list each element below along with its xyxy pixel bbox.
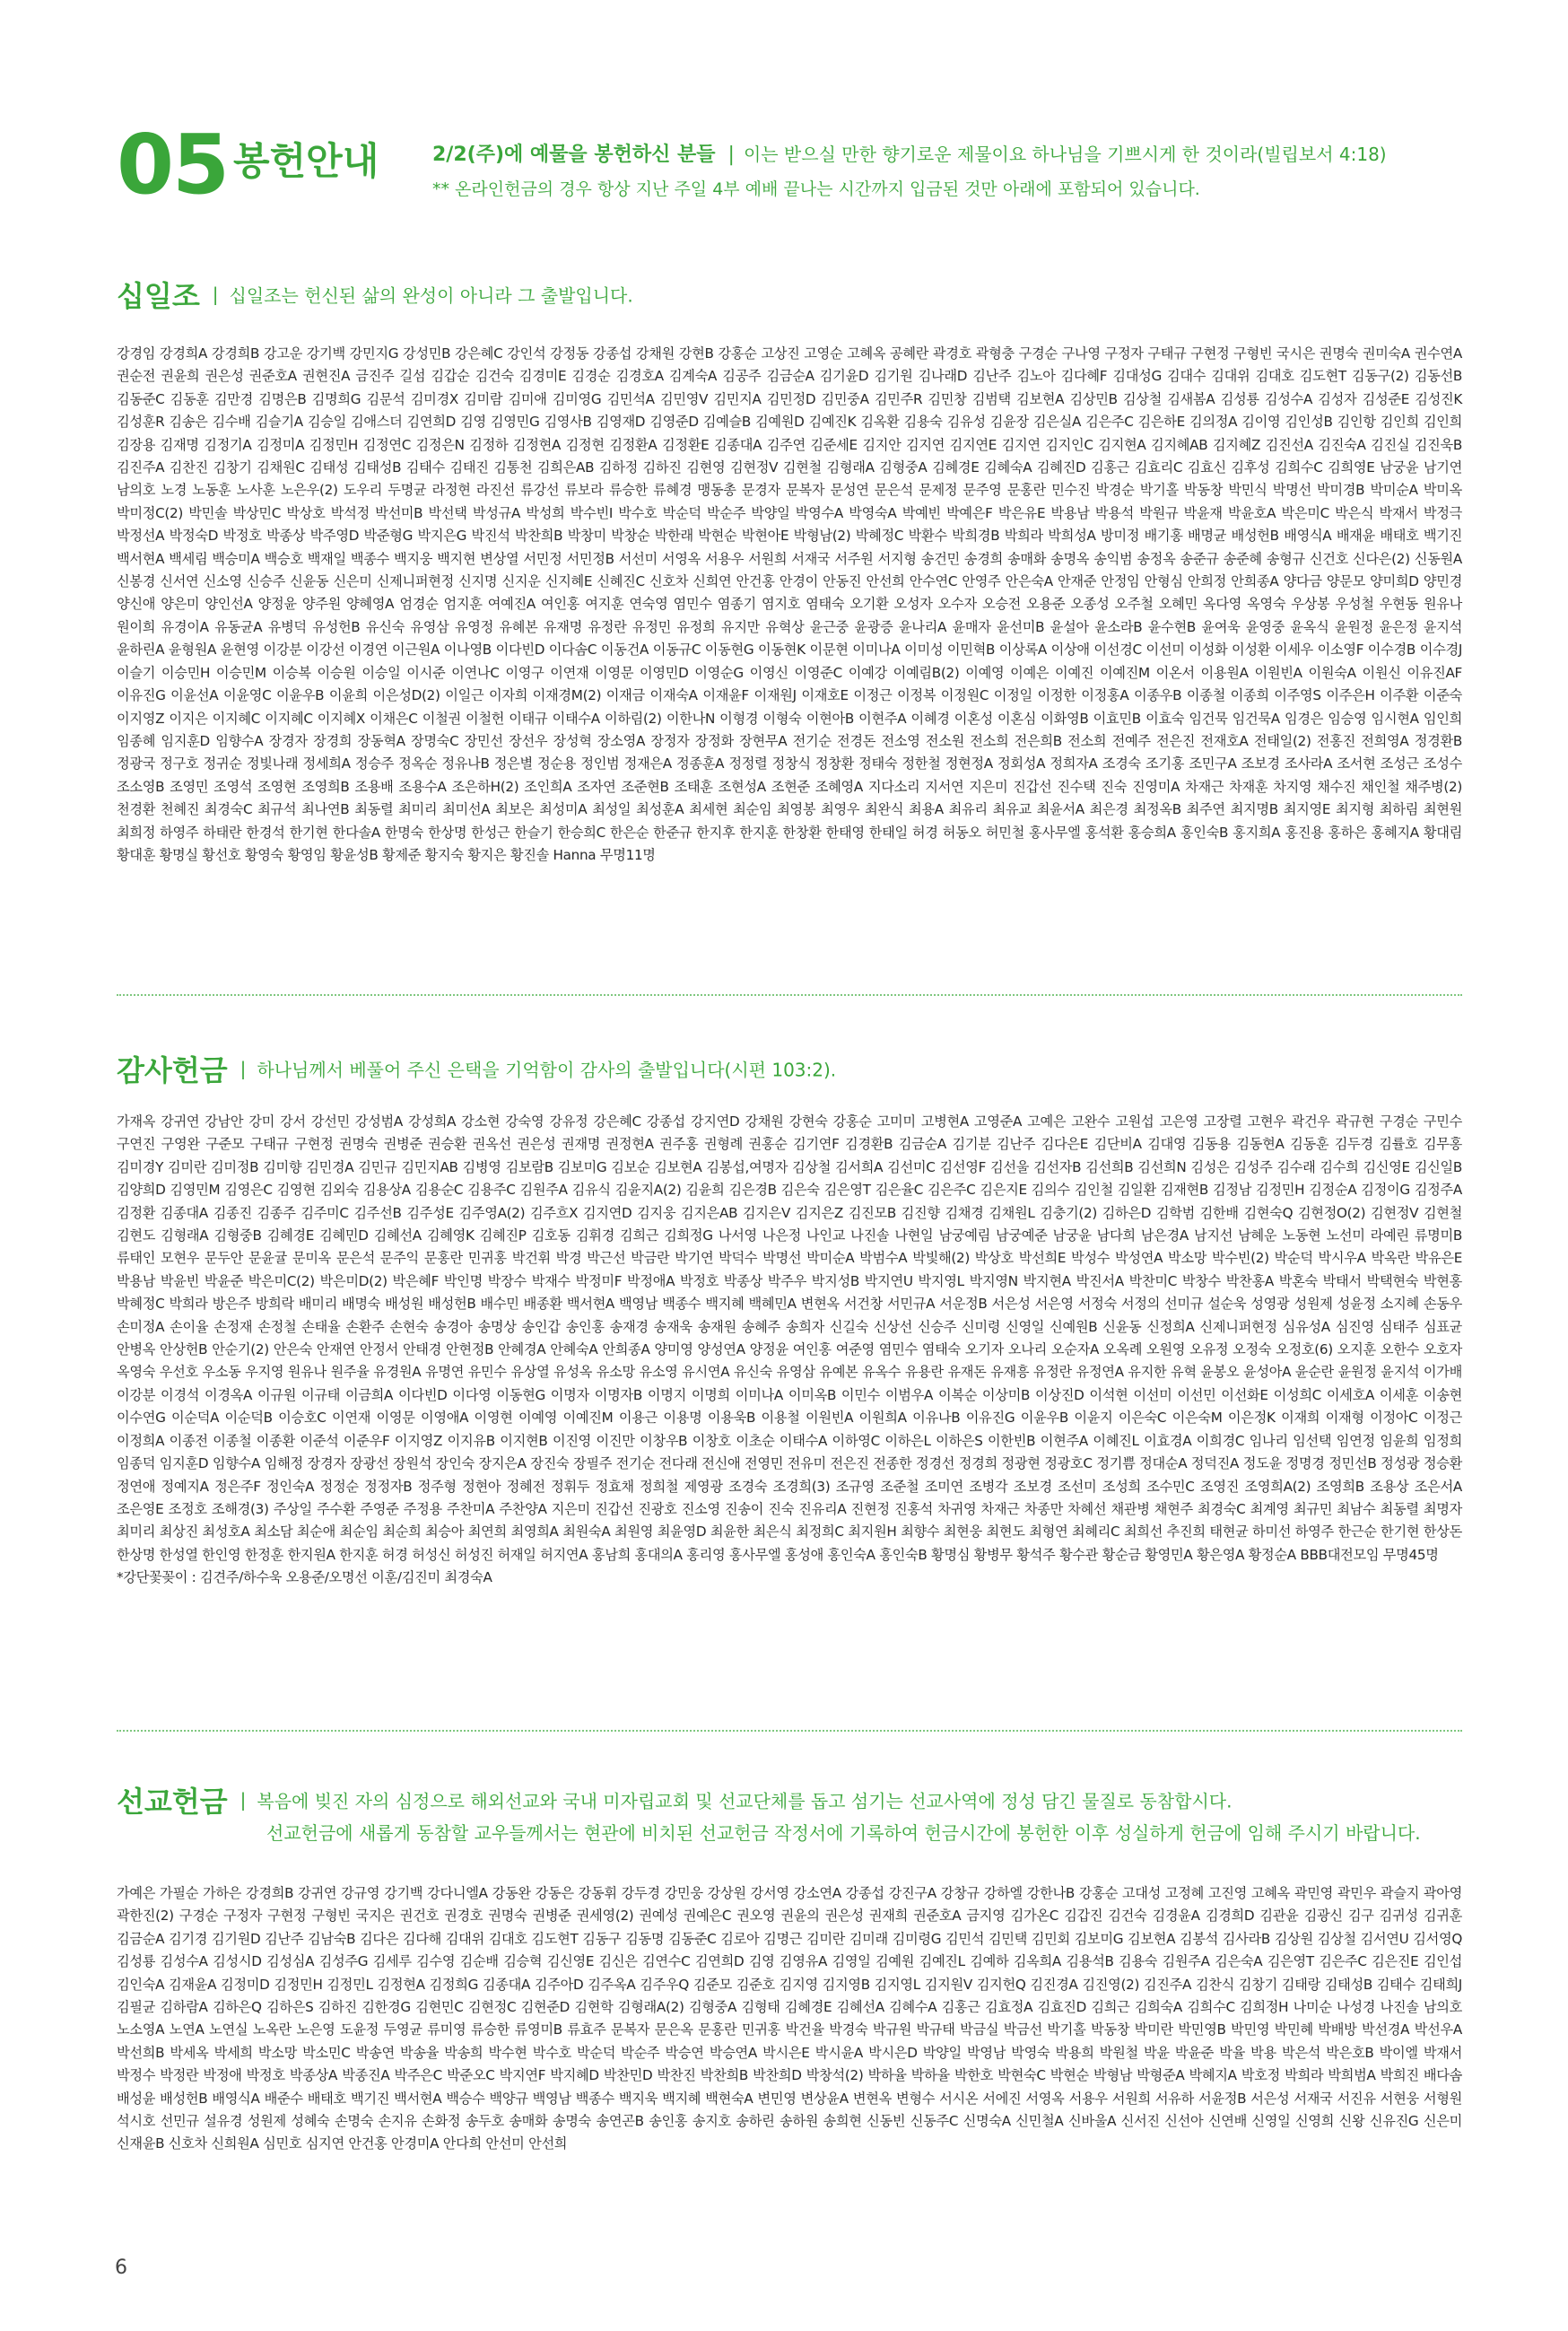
thanks-heading: [117, 1048, 836, 1089]
thanks-tagline: 하나님께서 베풀어 주신 은택을 기억함이 감사의 출발입니다(시편 103:2).: [257, 1059, 837, 1081]
scripture-verse: 이는 받으실 만한 향기로운 제물이요 하나님을 기쁘시게 한 것이라(빌립보서 4:18): [743, 144, 1387, 165]
mission-title: 선교헌금: [117, 1785, 228, 1819]
page-header: [117, 117, 1462, 231]
mission-heading: [117, 1779, 1232, 1820]
tithe-names: 강경임 강경희A 강경희B 강고운 강기백 강민지G 강성민B 강은혜C 강인석 강정동 강종섭 강채원 강현B 강홍순 고상진 고영순 고혜옥 공혜란 곽경호 곽형충 구경순 구나영 구정자 구태규 구현정 구형빈 국시은 권명숙 권미숙A 권수연A 권순전 권윤희 권은성 권준호A 권현진A 금진주 길섬 김갑순 김건숙 김경미E 김경순 김경호A 김계숙A 김공주 김금순A 김기윤D 김기원 김나래D 김난주 김노아 김다혜F 김대성G 김대수 김대위 김대호 김도현T 김동구(2) 김동선B 김동준C 김동훈 김만경 김명은B 김명희G 김문석 김미경X 김미람 김미애 김미영G 김민석A 김민영V 김민지A 김민정D 김민중A 김민주R 김민창 김범택 김보현A 김상민B 김상철 김새봄A 김성룡 김성수A 김성자 김성준E 김성진K 김성훈R 김송은 김수배 김슬기A 김승일 김애스더 김연희D 김영 김영민G 김영사B 김영재D 김영준D 김예슬B 김예원D 김예진K 김옥환 김용숙 김유성 김윤장 김은실A 김은주C 김은하E 김의정A 김이영 김인성B 김인항 김인희 김인희 김장용 김재명 김정기A 김정미A 김정민H 김정연C 김정은N 김정하 김정현A 김정현 김정환A 김정환E 김종대A 김주연 김준세E 김지안 김지연 김지연E 김지연 김지인C 김지현A 김지혜AB 김지혜Z 김진선A 김진숙A 김진실 김진욱B 김진주A 김찬진 김창기 김채원C 김태성 김태성B 김태수 김태진 김통천 김희은AB 김하정 김하진 김현영 김현정V 김현철 김형래A 김형중A 김혜경E 김혜숙A 김혜진D 김홍근 김효리C 김효신 김후성 김희수C 김희영E 남궁윤 남기연 남의호 노경 노동훈 노사훈 노은우(2) 도우리 두명균 라정현 라진선 류강선 류보라 류승한 류혜경 맹동총 문경자 문복자 문성연 문은석 문제정 문주영 문홍란 민수진 박경순 박기홀 박동창 박민식 박명선 박미경B 박미순A 박미옥 박미정C(2) 박민솔 박상민C 박상호 박석정 박선미B 박선택 박성규A 박성희 박수빈I 박수호 박순덕 박순주 박양일 박영수A 박영숙A 박예빈 박예은F 박은유E 박용남 박용석 박원규 박윤재 박윤호A 박은미C 박은식 박재서 박정극 박정선A 박정숙D 박정호 박종상 박주영D 박준형G 박지은G 박진석 박찬희B 박창미 박창순 박한래 박현순 박현아E 박형남(2) 박혜정C 박환수 박희경B 박희라 박희성A 방미정 배기홍 배명균 배성헌B 배영식A 배재윤 배태호 백기진 백서현A 백세림 백승미A 백승호 백재일 백종수 백지웅 백지현 변상열 서민정 서민정B 서선미 서영옥 서용우 서원희 서재국 서주원 서지형 송건민 송경희 송매화 송명옥 송익범 송정옥 송준규 송준혜 송형규 신건호 신다은(2) 신동원A 신봉경 신서연 신소영 신승주 신윤동 신은미 신제니퍼현정 신지명 신지운 신지혜E 신혜진C 신호차 신희연 안건홍 안경이 안동진 안선희 안수연C 안영주 안은숙A 안재준 안정임 안형심 안희정 안희종A 양다금 양문모 양미희D 양민경 양신애 양은미 양인선A 양정윤 양주원 양혜영A 엄경순 엄지훈 여예진A 여인홍 여지훈 연숙영 염민수 염종기 염지호 염태숙 오기환 오성자 오수자 오승전 오용준 오종성 오주철 오혜민 옥다영 옥영숙 우상봉 우성철 우현동 원유나 원이희 유경이A 유동균A 유병덕 유성헌B 유신숙 유영삼 유영정 유혜본 유재명 유정란 유정민 유정희 유지만 유혁상 윤근중 윤광증 윤나리A 윤매자 윤선미B 윤설아 윤소라B 윤수현B 윤여욱 윤영중 윤옥식 윤원정 윤은정 윤지석 윤하린A 윤형원A 윤현영 이강분 이강선 이경연 이근원A 이나영B 이다빈D 이다솜C 이동건A 이동규C 이동현G 이동현K 이문현 이미나A 이미성 이민혁B 이상록A 이상애 이선경C 이선미 이성화 이성환 이세우 이소영F 이수경B 이수경J 이슬기 이승민H 이승민M 이승복 이승원 이승일 이시준 이연나C 이영구 이연재 이영문 이영민D 이영순G 이영신 이영준C 이예강 이예림B(2) 이예영 이예은 이예진 이예진M 이온서 이용원A 이원빈A 이원숙A 이원신 이유진AF 이유진G 이윤선A 이윤영C 이윤우B 이윤희 이은성D(2) 이일근 이자희 이재경M(2) 이재금 이재숙A 이재윤F 이재원J 이재호E 이정근 이정복 이정원C 이정일 이정한 이정홍A 이종우B 이종철 이종희 이주영S 이주은H 이주환 이준숙 이지영Z 이지은 이지혜C 이지혜C 이지혜X 이채은C 이철권 이철헌 이태규 이태수A 이하림(2) 이한나N 이형경 이형숙 이현아B 이현주A 이혜경 이혼성 이혼심 이화영B 이효민B 이효숙 임건묵 임건묵A 임경은 임승영 임시현A 임인희 임종혜 임지훈D 임향수A 장경자 장경희 장동혁A 장명숙C 장민선 장선우 장성혁 장소영A 장정자 장정화 장현무A 전기순 전경돈 전소영 전소원 전소희 전은희B 전소희 전예주 전은진 전재호A 전태일(2) 전홍진 전희영A 정경환B 정광국 정구호 정귀순 정빛나래 정세희A 정승주 정옥순 정유나B 정은별 정순용 정인범 정재은A 정종훈A 정정렬 정창식 정창환 정태숙 정한철 정현정A 정회성A 정희자A 조경숙 조기홍 조민구A 조보경 조사라A 조서현 조성근 조성수 조소영B 조영민 조영석 조영현 조영희B 조용배 조용수A 조은하H(2) 조인희A 조자연 조준현B 조태훈 조현성A 조현준 조혜영A 지다소리 지서연 지은미 진갑선 진수택 진숙 진영미A 차재근 차재훈 차지영 채수진 채인철 채주병(2) 천경환 천혜진 최경숙C 최규석 최나연B 최동렬 최미리 최미선A 최보은 최성미A 최성일 최성훈A 최세현 최순임 최영봉 최영우 최완식 최용A 최유리 최유교 최윤서A 최은경 최정옥B 최주연 최지명B 최지영E 최지형 최하림 최현원 최희정 하영주 하태란 한경석 한기현 한다솔A 한명숙 한상명 한성근 한슬기 한승희C 한은순 한준규 한지후 한지훈 한창환 한태영 한태일 허경 허동오 허민철 홍사무엘 홍석환 홍승희A 홍인숙B 홍지희A 홍진용 홍하은 홍혜지A 황대림 황대훈 황명실 황선호 황영숙 황영임 황윤성B 황제준 황지숙 황지은 황진솔 Hanna 무명11명: [117, 345, 1462, 863]
mission-tagline: 복음에 빚진 자의 심정으로 해외선교와 국내 미자립교회 및 선교단체를 돕고 섬기는 선교사역에 정성 담긴 물질로 동참합시다.: [257, 1790, 1233, 1812]
mission-names: 가예은 가필순 가하은 강경희B 강귀연 강규영 강기백 강다니엘A 강동완 강동은 강동휘 강두경 강민웅 강상원 강서영 강소연A 강종섭 강진구A 강창규 강하엘 강한나B 강홍순 고대성 고정혜 고진영 고혜옥 곽민영 곽민우 곽슬지 곽아영 곽한진(2) 구경순 구정자 구현정 구형빈 국지은 권건호 권경호 권명숙 권병준 권세영(2) 권예성 권예은C 권오영 권윤의 권은성 권재희 권준호A 금지영 김가온C 김갑진 김건숙 김경윤A 김경희D 김관윤 김광신 김구 김귀성 김귀훈 김금순A 김기경 김기원D 김난주 김남숙B 김다은 김다해 김대위 김대호 김도현T 김동구 김동명 김동준C 김로아 김명근 김미란 김미래 김미령G 김민석 김민택 김민회 김보미G 김보현A 김봉석 김사라B 김상원 김상철 김서연U 김서영Q 김성룡 김성수A 김성시D 김성심A 김성주G 김세루 김수영 김순배 김승혁 김신영E 김신은 김연수C 김연희D 김영 김영유A 김영일 김예원 김예진L 김예하 김옥희A 김용석B 김용숙 김원주A 김은숙A 김은영T 김은주C 김은진E 김인섭 김인숙A 김재윤A 김정미D 김정민H 김정민L 김정현A 김정희G 김종대A 김주아D 김주옥A 김주우Q 김준모 김준호 김지영 김지영B 김지영L 김지원V 김지헌Q 김진경A 김진영(2) 김진주A 김찬식 김창기 김태랑 김태성B 김태수 김태희J 김필균 김하람A 김하은Q 김하은S 김하진 김한경G 김현민C 김현정C 김현준D 김현학 김형래A(2) 김형중A 김형태 김혜경E 김혜선A 김혜수A 김홍근 김효정A 김효진D 김희근 김희숙A 김희수C 김희정H 나미순 나성경 나진솔 남의호 노소영A 노연A 노연실 노옥란 노은영 도윤정 두영균 류미영 류승한 류영미B 류효주 문복자 문은옥 문홍란 민귀홍 박건율 박경숙 박규원 박규태 박금실 박금선 박기홀 박동창 박미란 박민영B 박민영 박민혜 박배방 박선경A 박선우A 박선희B 박세옥 박세희 박소망 박소민C 박송연 박송율 박송희 박수현 박수호 박순덕 박순주 박승연 박승연A 박시은E 박시윤A 박시은D 박양일 박영남 박영숙 박용희 박원철 박윤 박윤준 박율 박용 박은석 박은호B 박이엘 박재서 박정수 박정란 박정애 박정호 박종상A 박종진A 박주은C 박준오C 박지연F 박지혜D 박찬민D 박찬진 박찬희B 박찬희D 박창석(2) 박하율 박하율 박한호 박현숙C 박현순 박형남 박형준A 박혜지A 박호정 박희라 박희범A 박희진 배다솜 배성윤 배성헌B 배영식A 배준수 배태호 백기진 백서현A 백승수 백양규 백영남 백종수 백지욱 백지혜 백현숙A 변민영 변상윤A 변현옥 변형수 서시온 서에진 서영옥 서용우 서원희 서유하 서윤정B 서은성 서재국 서진유 서현웅 서형원 석시호 선민규 설유경 성원제 성혜숙 손명숙 손지유 손화정 송두호 송매화 송명숙 송연곤B 송인홍 송지호 송하린 송하원 송희현 신동빈 신동주C 신명숙A 신민철A 신바울A 신서진 신선아 신연배 신영일 신영희 신왕 신유진G 신은미 신재윤B 신호차 신희원A 심민호 심지연 안건홍 안경미A 안다희 안선미 안선희: [117, 1885, 1462, 2152]
thanks-name-list: 가재옥 강귀연 강남안 강미 강서 강선민 강성범A 강성희A 강소현 강숙영 강유정 강은혜C 강종섭 강지연D 강채원 강현숙 강홍순 고미미 고병현A 고영준A 고예은 고완수 고원섭 고은영 고장렬 고현우 곽건우 곽규현 구경순 구민수 구연진 구영완 구준모 구태규 구현정 권명숙 권병준 권승환 권옥선 권은성 권재명 권정현A 권주홍 권형례 권홍순 김기연F 김경환B 김금순A 김기분 김난주 김다은E 김단비A 김대영 김동용 김동현A 김동훈 김두경 김률호 김무홍 김미경Y 김미란 김미정B 김미향 김민경A 김민규 김민지AB 김병영 김보람B 김보미G 김보순 김보현A 김봉섭,여명자 김상철 김서희A 김선미C 김선영F 김선울 김선자B 김선희B 김선희N 김성은 김성주 김수래 김수희 김신영E 김신일B 김양희D 김영민M 김영은C 김영현 김외숙 김용상A 김용순C 김용주C 김원주A 김유식 김윤지A(2) 김윤희 김은경B 김은숙 김은영T 김은율C 김은주C 김은지E 김의수 김인철 김일환 김재현B 김정남 김정민H 김정순A 김정이G 김정주A 김정환 김종대A 김종진 김종주 김주미C 김주선B 김주성E 김주영A(2) 김주흐X 김지연D 김지웅 김지은AB 김지은V 김지은Z 김진모B 김진향 김채경 김채원L 김충기(2) 김하은D 김학범 김한배 김현숙Q 김현정O(2) 김현정V 김현철 김현도 김형래A 김형중B 김혜경E 김혜민D 김혜선A 김혜영K 김혜진P 김호동 김휘경 김희근 김희정G 나서영 나은정 나인교 나진솔 나현일 남궁예림 남궁예준 남궁윤 남다희 남은경A 남지선 남혜운 노동현 노선미 라예린 류명미B 류태인 모현우 문두안 문윤귤 문미옥 문은석 문주익 문홍란 민귀홍 박건휘 박경 박근선 박금란 박기연 박덕수 박명선 박미순A 박범수A 박빛해(2) 박상호 박선희E 박성수 박성연A 박소망 박수빈(2) 박순덕 박시우A 박옥란 박유은E 박용남 박윤빈 박윤준 박은미C(2) 박은미D(2) 박은혜F 박인명 박장수 박재수 박정미F 박정애A 박정호 박종상 박주우 박지성B 박지연U 박지영L 박지영N 박지현A 박진서A 박찬미C 박창수 박찬홍A 박혼숙 박태서 박택현숙 박현홍 박혜정C 박희라 방은주 방희락 배미리 배명숙 배성원 배성헌B 배수민 배종환 백서현A 백영남 백종수 백지혜 백혜민A 변현옥 서건창 서민규A 서운정B 서은성 서은영 서정숙 서정의 선미규 설순욱 성영광 성원제 성윤정 소지혜 손동우 손미정A 손이율 손정재 손정철 손태율 손환주 손현숙 송경아 송명상 송인갑 송인홍 송재경 송재욱 송재원 송혜주 송희자 신길숙 신상선 신승주 신미령 신영일 신예원B 신윤동 신정희A 신제니퍼현정 심유성A 심진영 심태주 심표균 안병옥 안상헌B 안순기(2) 안은숙 안재연 안정서 안태경 안현정B 안혜경A 안혜숙A 안희종A 양미영 양성연A 양정윤 여인홍 여준영 염민수 염태숙 오기자 오나리 오순자A 오옥례 오원영 오유정 오정숙 오정호(6) 오지훈 오한수 오호자 옥영숙 우선호 우소동 우지영 원유나 원주율 유경원A 유명연 유민수 유상열 유성옥 유소망 유소영 유시연A 유신숙 유영삼 유예본 유옥수 유용란 유재돈 유재흥 유정란 유정연A 유지한 유혁 윤봉오 윤성아A 윤순란 윤원정 윤지석 이가배 이강분 이경석 이경옥A 이규원 이규태 이금희A 이다빈D 이다영 이동현G 이명자 이명자B 이명지 이명희 이미나A 이미옥B 이민수 이범우A 이복순 이상미B 이상진D 이석현 이선미 이선민 이선화E 이성희C 이세호A 이세훈 이송현 이수연G 이순덕A 이순덕B 이승호C 이연재 이영문 이영애A 이영현 이예영 이예진M 이용근 이용명 이용욱B 이용철 이원빈A 이원희A 이유나B 이유진G 이윤우B 이윤지 이은숙C 이은숙M 이은정K 이재희 이재형 이정아C 이정근 이정희A 이종전 이종철 이종환 이준석 이준우F 이지영Z 이지유B 이지현B 이진영 이진만 이창우B 이창호 이초순 이태수A 이하영C 이하은L 이하은S 이한빈B 이현주A 이혜진L 이효경A 이희경C 임나리 임선택 임연정 임윤희 임정희 임종덕 임지훈D 임향수A 임해정 장경자 장광선 장원석 장인숙 장지은A 장진숙 장필주 전기순 전다래 전신애 전영민 전유미 전은진 전종한 정경선 정경희 정광현 정광호C 정기쁨 정대순A 정덕진A 정도윤 정명경 정민선B 정성광 정승환 정연애 정예지A 정은주F 정인숙A 정정순 정정자B 정주형 정현아 정혜전 정휘두 정효채 정희철 제영광 조경숙 조경희(3) 조규영 조준철 조미연 조병각 조보경 조선미 조성희 조수민C 조영진 조영희A(2) 조영희B 조용상 조은서A 조은영E 조정호 조해경(3) 주상일 주수환 주영준 주정용 주찬미A 주찬양A 지은미 진갑선 진광호 진소영 진송이 진숙 진유리A 진현정 진홍석 차귀영 차재근 차종만 차혜선 채관병 채현주 최경숙C 최계영 최규민 최남수 최동렬 최명자 최미리 최상진 최성호A 최소담 최순애 최순임 최순희 최승아 최연희 최영희A 최원숙A 최원영 최윤영D 최윤한 최은식 최정희C 최지원H 최향수 최현웅 최현도 최형연 최혜리C 최희선 추진희 태현균 하미선 하영주 한근순 한기현 한상돈 한상명 한성열 한인영 한정훈 한지원A 한지훈 허경 허성신 허성진 허재일 허지연A 홍남희 홍대의A 홍리영 홍사무엘 홍성애 홍인숙A 홍인숙B 황명심 황병무 황석주 황수관 황순금 황영민A 황은영A 황정순A BBB대전모임 무명45명: [117, 1113, 1462, 1563]
section-heading: 봉헌안내: [233, 139, 379, 183]
separator-bar: |: [240, 1789, 247, 1811]
page-number: 6: [115, 2257, 127, 2279]
section-divider: [117, 1730, 1462, 1732]
separator-bar: |: [240, 1058, 247, 1079]
altar-flowers-note: *강단꽃꽂이 : 김견주/하수욱 오용준/오명선 이훈/김진미 최경숙A: [117, 1569, 492, 1586]
tithe-heading: [117, 274, 633, 315]
separator-bar: |: [727, 144, 735, 166]
offering-date-heading: [432, 142, 1387, 168]
thanks-names: [117, 1111, 1462, 1590]
thanks-title: 감사헌금: [117, 1053, 228, 1087]
mission-tagline-2: 선교헌금에 새롭게 동참할 교우들께서는 현관에 비치된 선교헌금 작정서에 기록하여 헌금시간에 봉헌한 이후 성실하게 헌금에 임해 주시기 바랍니다.: [266, 1822, 1421, 1844]
online-offering-note: ** 온라인헌금의 경우 항상 지난 주일 4부 예배 끝나는 시간까지 입금된 것만 아래에 포함되어 있습니다.: [432, 179, 1200, 199]
offering-date-text: 2/2(주)에 예물을 봉헌하신 분들: [432, 144, 716, 166]
section-divider: [117, 994, 1462, 996]
tithe-title: 십일조: [117, 279, 200, 313]
separator-bar: |: [212, 284, 219, 305]
tithe-tagline: 십일조는 헌신된 삶의 완성이 아니라 그 출발입니다.: [229, 284, 633, 307]
section-number: 05: [117, 117, 229, 213]
